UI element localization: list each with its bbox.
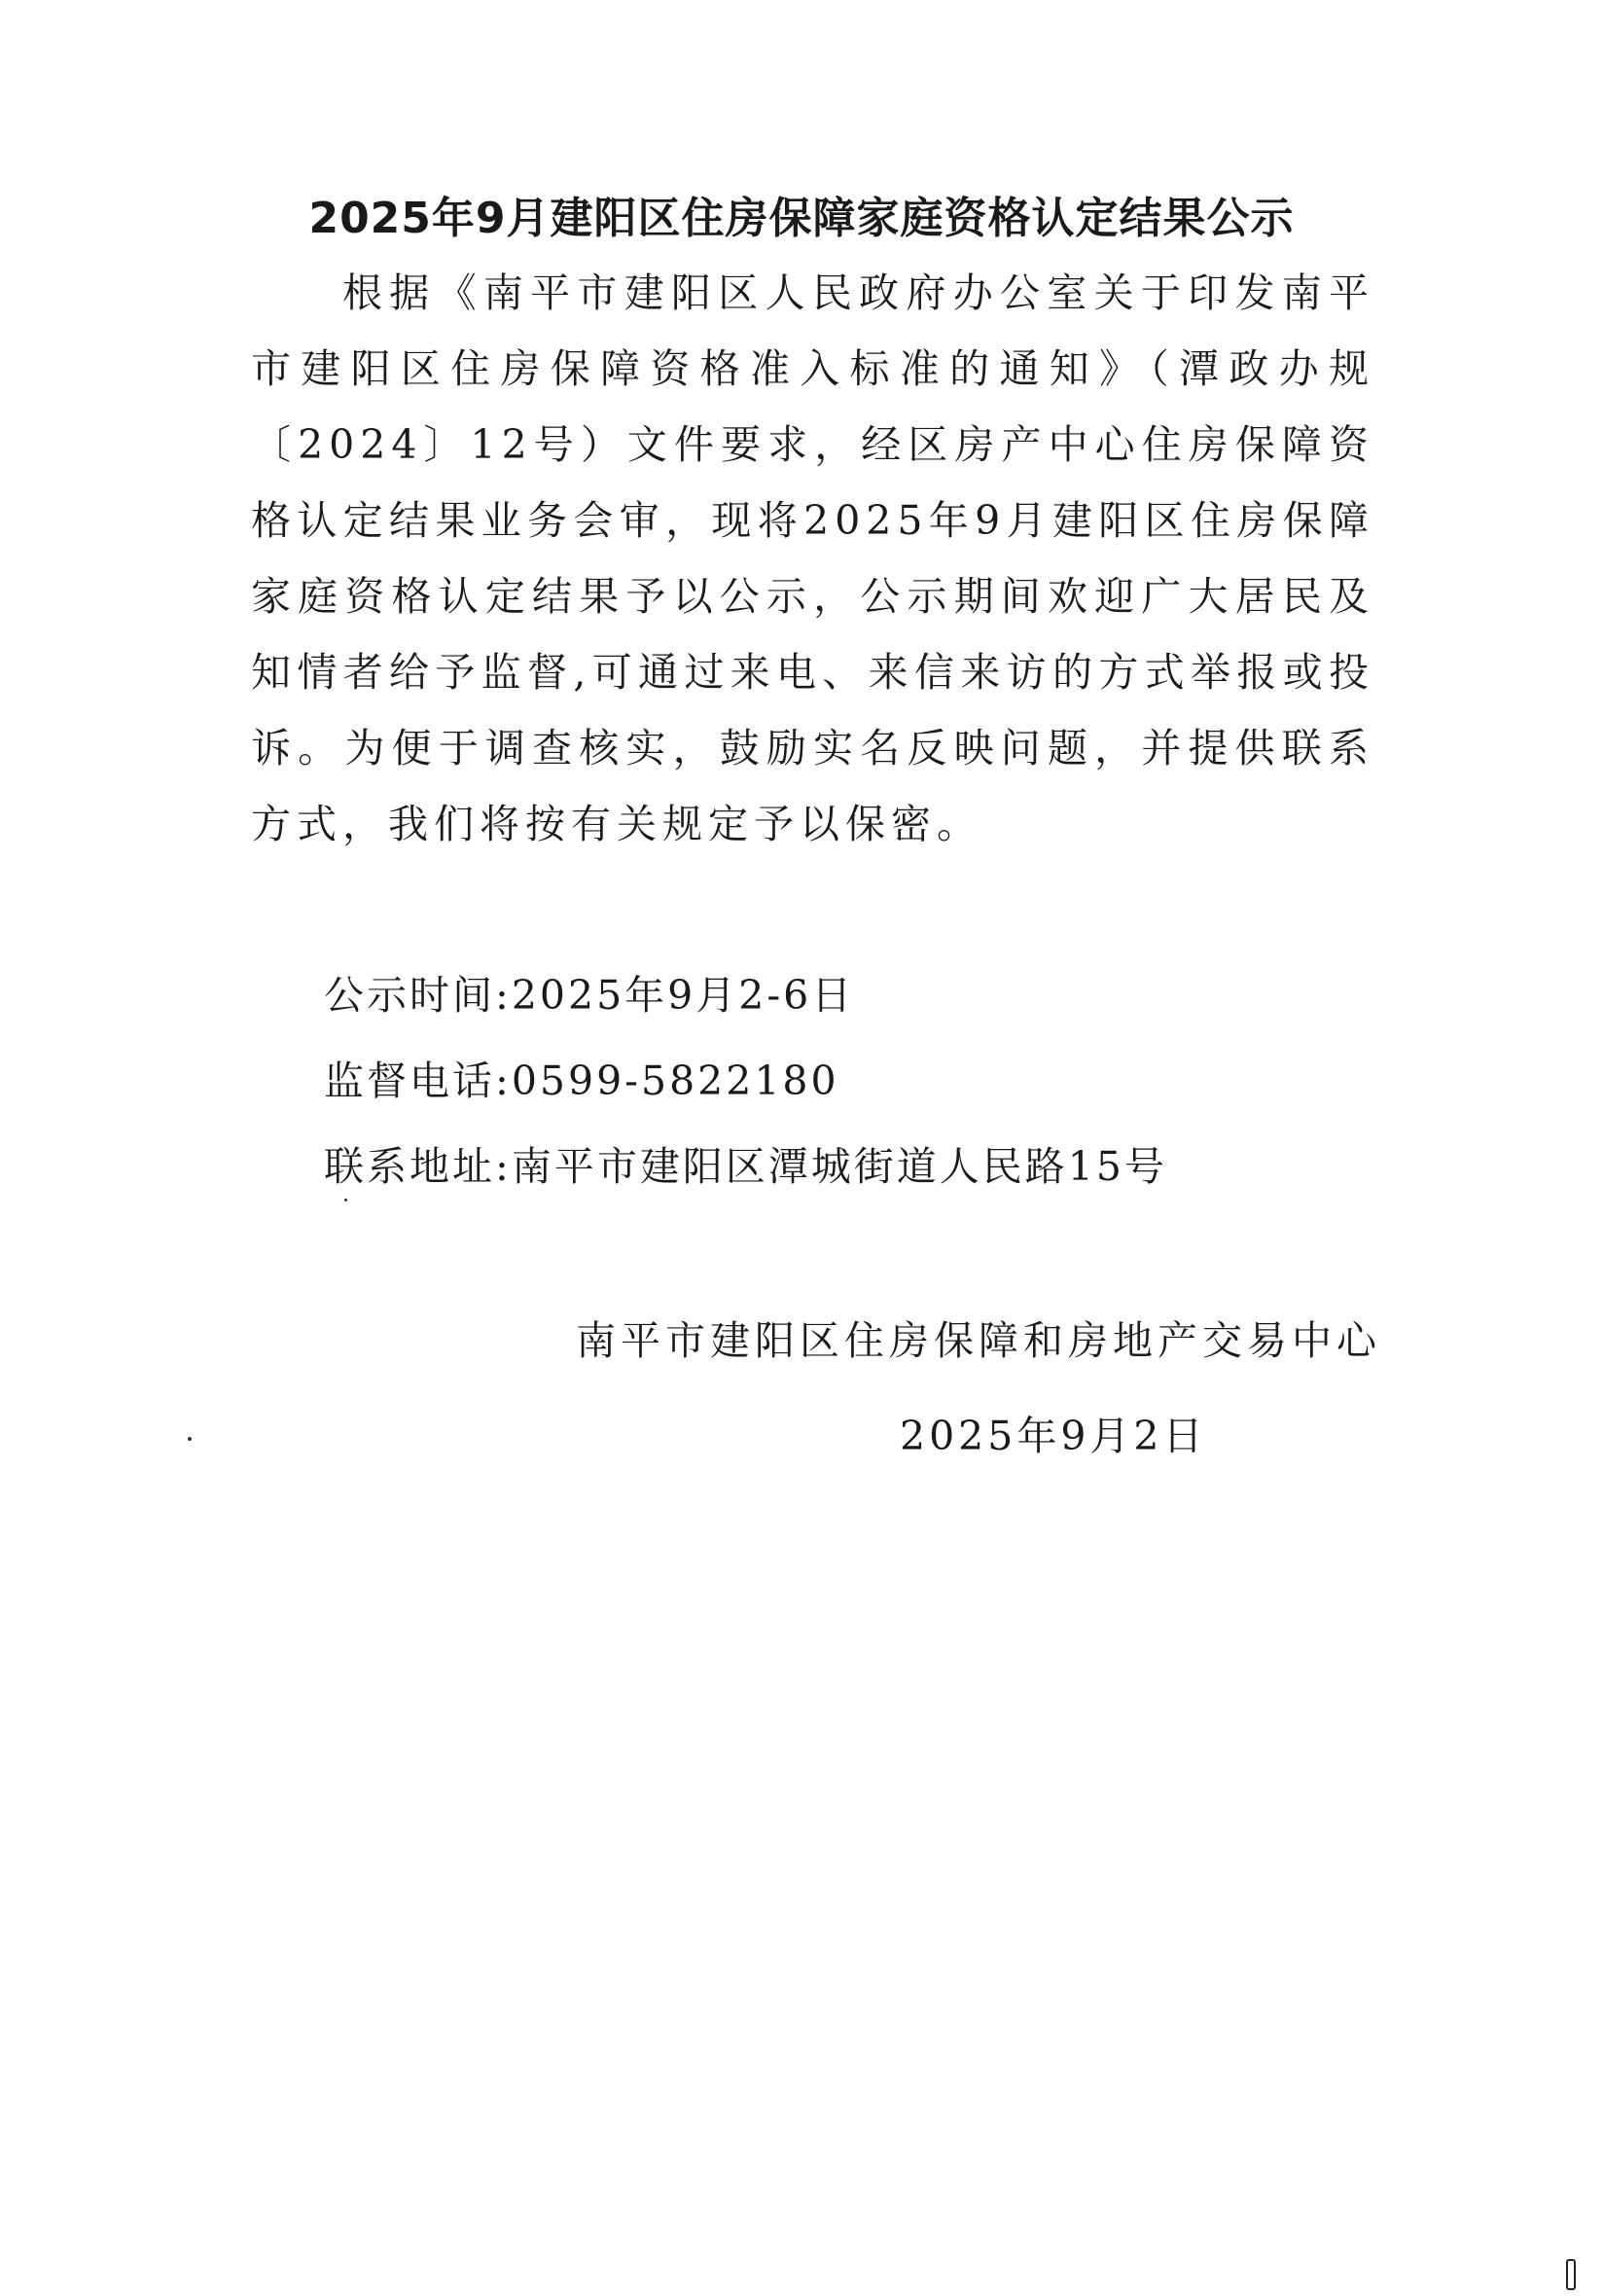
supervision-phone: 监督电话:0599-5822180 — [324, 1058, 839, 1104]
signature-date: 2025年9月2日 — [900, 1413, 1207, 1459]
scan-speck — [344, 1199, 347, 1202]
scan-edge-mark — [1566, 2259, 1576, 2290]
contact-address: 联系地址:南平市建阳区潭城街道人民路15号 — [324, 1143, 1167, 1190]
body-paragraph: 根据《南平市建阳区人民政府办公室关于印发南平市建阳区住房保障资格准入标准的通知》（潭政办规〔2024〕12号）文件要求，经区房产中心住房保障资格认定结果业务会审，现将2025年9月建阳区住房保障家庭资格认定结果予以公示，公示期间欢迎广大居民及知情者给予监督,可通过来电、来信来访的方式举报或投诉。为便于调查核实，鼓励实名反映问题，并提供联系方式，我们将按有关规定予以保密。 — [251, 269, 1374, 847]
signature-organization: 南平市建阳区住房保障和房地产交易中心 — [576, 1317, 1381, 1364]
document-title: 2025年9月建阳区住房保障家庭资格认定结果公示 — [308, 194, 1295, 243]
publicity-period: 公示时间:2025年9月2-6日 — [324, 972, 855, 1019]
scan-speck — [188, 1437, 192, 1441]
